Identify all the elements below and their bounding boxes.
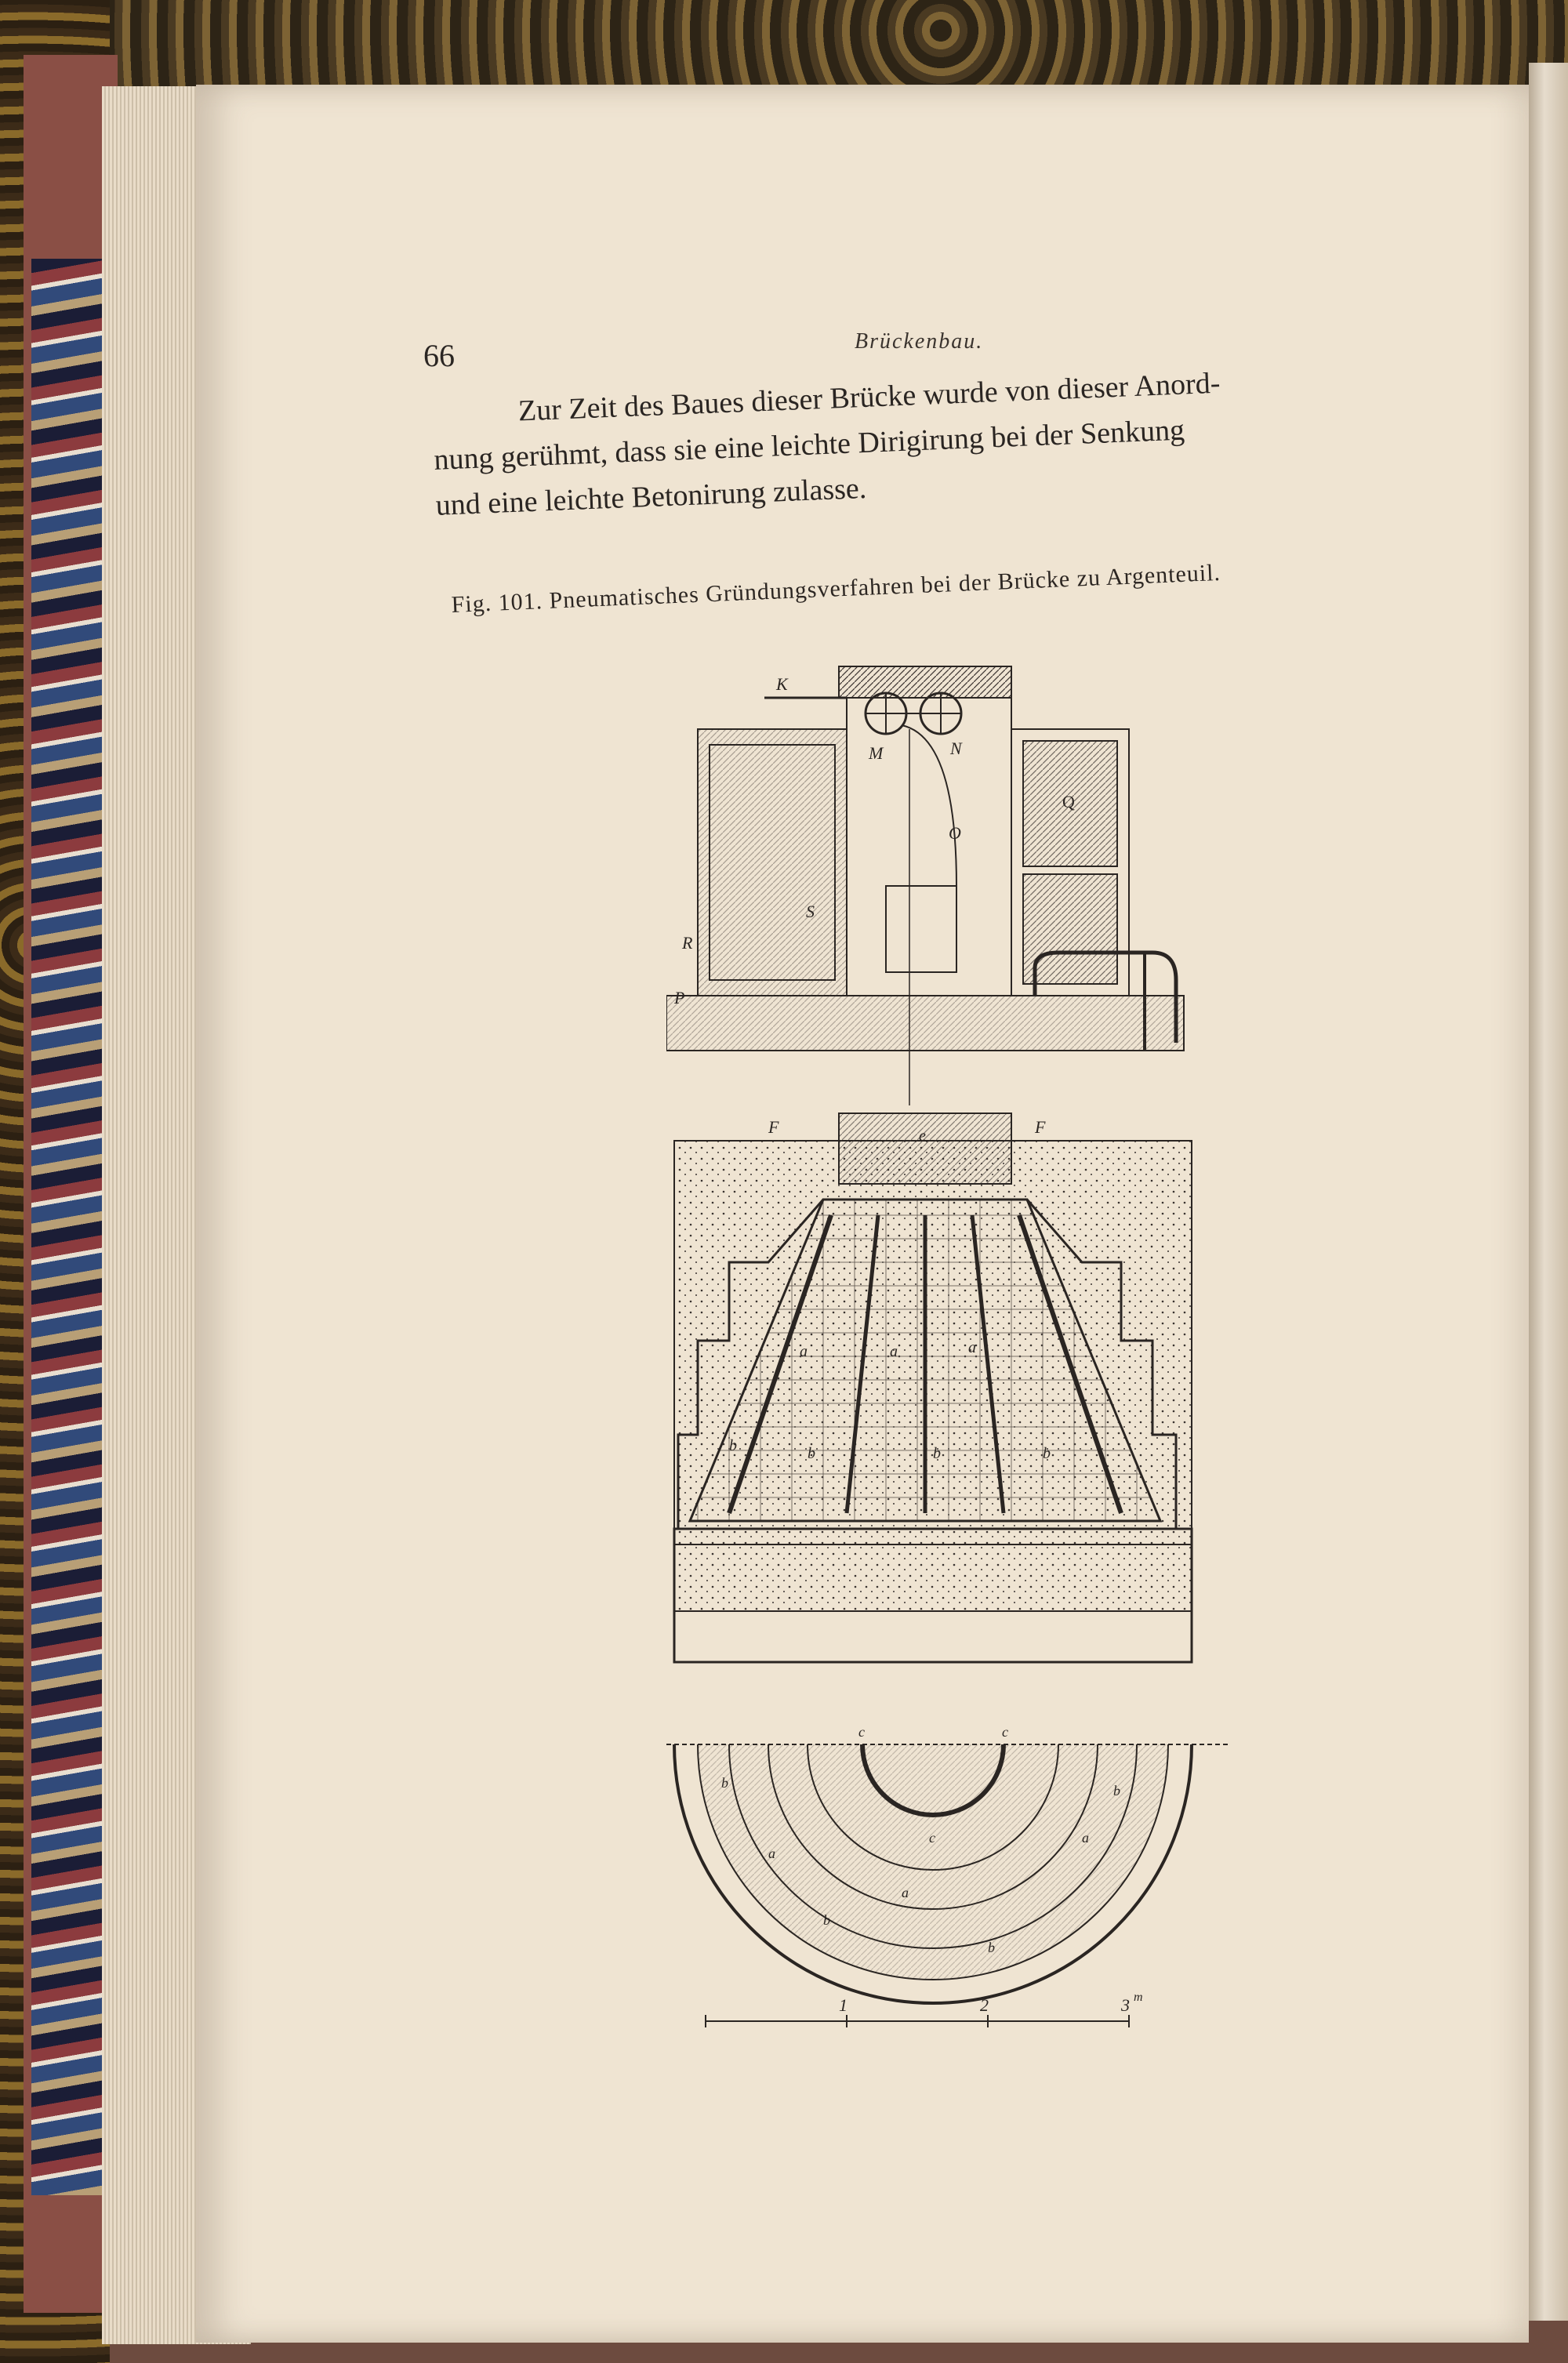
- label-c: c: [858, 1724, 865, 1740]
- caisson-section: [674, 1113, 1192, 1662]
- label-a: a: [968, 1339, 976, 1356]
- label-f-left: F: [768, 1117, 779, 1137]
- scale-unit: m: [1134, 1991, 1143, 2004]
- label-b: b: [808, 1445, 815, 1462]
- label-a: a: [768, 1846, 775, 1861]
- label-b: b: [1113, 1783, 1120, 1799]
- caisson-plan: [666, 1724, 1231, 2003]
- body-line: und eine leichte Betonirung zulasse.: [434, 471, 868, 522]
- label-f-right: F: [1035, 1117, 1046, 1137]
- label-e: e: [919, 1127, 926, 1145]
- label-a: a: [800, 1343, 808, 1360]
- figure-caption: Fig. 101. Pneumatisches Gründungsverfahren bei der Brücke zu Argenteuil.: [451, 559, 1221, 618]
- page-number: 66: [423, 338, 455, 373]
- label-b: b: [823, 1912, 830, 1928]
- body-line: nung gerühmt, dass sie eine leichte Dirigirung bei der Senkung: [433, 413, 1185, 477]
- scale-bar: [706, 1991, 1143, 2027]
- label-n: N: [950, 739, 962, 758]
- label-s: S: [806, 902, 815, 921]
- label-c: c: [1002, 1724, 1008, 1740]
- scale-tick-2: 2: [980, 1995, 989, 2015]
- label-b: b: [721, 1775, 728, 1791]
- label-o: O: [949, 823, 961, 843]
- scale-tick-1: 1: [839, 1995, 848, 2015]
- facing-page-edge: [1529, 63, 1568, 2321]
- label-b: b: [933, 1445, 941, 1462]
- airlock-elevation: [666, 666, 1184, 1105]
- label-a: a: [1082, 1830, 1089, 1846]
- label-m: M: [869, 743, 884, 763]
- label-b: b: [729, 1437, 737, 1454]
- label-r: R: [682, 933, 693, 953]
- label-c: c: [929, 1830, 935, 1846]
- running-head: Brückenbau.: [855, 329, 984, 354]
- marbled-endpaper: [31, 259, 106, 2195]
- label-b: b: [988, 1940, 995, 1955]
- label-p: P: [674, 988, 685, 1007]
- label-k: K: [776, 674, 788, 694]
- label-a: a: [890, 1343, 898, 1360]
- figure-101-illustration: [666, 651, 1294, 2046]
- label-q: Q: [1062, 792, 1075, 811]
- scale-tick-3: 3: [1121, 1995, 1130, 2015]
- body-line: Zur Zeit des Baues dieser Brücke wurde von dieser Anord-: [517, 366, 1221, 428]
- label-b: b: [1043, 1445, 1051, 1462]
- label-a: a: [902, 1885, 909, 1900]
